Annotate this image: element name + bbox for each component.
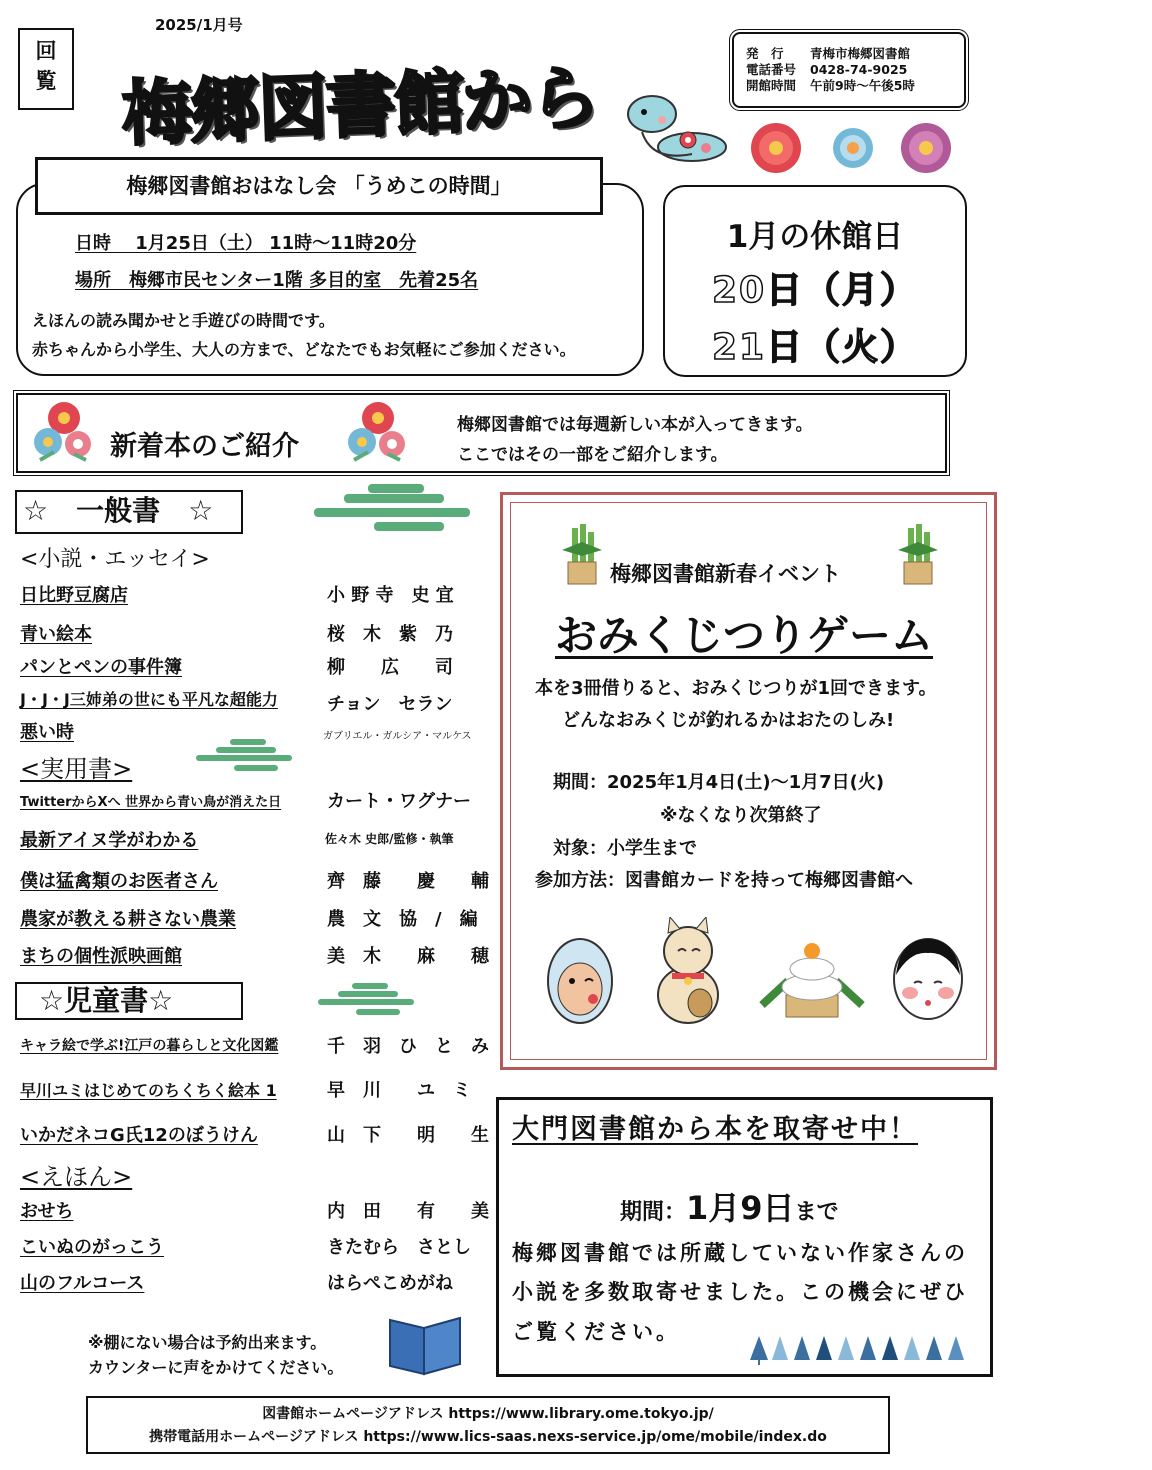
storytime-place: 場所 梅郷市民センター1階 多目的室 先着25名 bbox=[75, 270, 479, 291]
new-books-title: 新着本のご紹介 bbox=[110, 431, 299, 462]
closed-day-1: 20日（月） bbox=[711, 270, 919, 311]
event-subtitle: 梅郷図書館新春イベント bbox=[610, 562, 841, 586]
book-title: 山のフルコース bbox=[20, 1273, 145, 1294]
flower-bouquet-icon bbox=[344, 400, 410, 464]
hyottoko-mask-icon bbox=[545, 935, 615, 1027]
book-title: おせち bbox=[20, 1201, 74, 1222]
practical-heading: <実用書> bbox=[20, 755, 133, 783]
cloud-decoration bbox=[318, 982, 414, 1018]
book-author: 内 田 有 美 bbox=[327, 1201, 489, 1222]
book-author: 美 木 麻 穂 bbox=[327, 946, 489, 967]
general-books-heading: ☆ 一般書 ☆ bbox=[15, 490, 243, 534]
event-period: 期間：2025年1月4日(土)～1月7日(火) bbox=[553, 772, 885, 793]
book-author: はらぺこめがね bbox=[327, 1273, 453, 1294]
book-title: 最新アイヌ学がわかる bbox=[20, 830, 199, 851]
book-author: 千 羽 ひ と み bbox=[327, 1036, 489, 1057]
tree-row-decoration bbox=[748, 1334, 978, 1366]
kagami-mochi-icon bbox=[758, 935, 866, 1019]
footer-box bbox=[86, 1396, 890, 1454]
reservation-note-2: カウンターに声をかけてください。 bbox=[88, 1358, 344, 1377]
book-title: 日比野豆腐店 bbox=[20, 585, 128, 606]
book-title: パンとペンの事件簿 bbox=[20, 657, 182, 678]
novel-heading: <小説・エッセイ> bbox=[20, 547, 210, 572]
book-title: 農家が教える耕さない農業 bbox=[20, 909, 236, 930]
maneki-neko-icon bbox=[650, 917, 726, 1025]
book-title: J・J・J三姉弟の世にも平凡な超能力 bbox=[20, 690, 278, 709]
book-author: 農 文 協 / 編 bbox=[327, 909, 478, 930]
book-title: いかだネコG氏12のぼうけん bbox=[20, 1125, 258, 1146]
children-books-heading: ☆児童書☆ bbox=[15, 982, 243, 1020]
homepage-address: 図書館ホームページアドレス https://www.library.ome.tokyo.jp/ bbox=[262, 1406, 714, 1422]
newsletter-title: 梅郷図書館から bbox=[120, 56, 600, 156]
book-title: 早川ユミはじめてのちくちく絵本 1 bbox=[20, 1081, 277, 1100]
book-title: 僕は猛禽類のお医者さん bbox=[20, 871, 218, 892]
event-title: おみくじつりゲーム bbox=[555, 611, 934, 660]
book-author: 山 下 明 生 bbox=[327, 1125, 489, 1146]
book-icon bbox=[384, 1310, 466, 1378]
request-period: 期間：1月9日まで bbox=[620, 1189, 839, 1227]
request-desc-3: ご覧ください。 bbox=[512, 1320, 680, 1344]
book-author: 早 川 ユ ミ bbox=[327, 1080, 471, 1101]
new-books-desc-2: ここではその一部をご紹介します。 bbox=[457, 445, 728, 465]
flower-bouquet-icon bbox=[30, 400, 96, 464]
book-title: こいぬのがっこう bbox=[20, 1237, 164, 1258]
request-title: 大門図書館から本を取寄せ中！ bbox=[512, 1114, 918, 1145]
cloud-decoration bbox=[196, 738, 292, 774]
event-period-note: ※なくなり次第終了 bbox=[660, 805, 822, 826]
kadomatsu-icon bbox=[562, 524, 602, 586]
storytime-title: 梅郷図書館おはなし会 「うめこの時間」 bbox=[35, 157, 603, 215]
book-author: きたむら さとし bbox=[327, 1237, 471, 1258]
new-books-desc-1: 梅郷図書館では毎週新しい本が入ってきます。 bbox=[457, 415, 813, 435]
book-author: 桜 木 紫 乃 bbox=[327, 624, 453, 645]
request-desc-2: 小説を多数取寄せました。この機会にぜひ bbox=[512, 1280, 968, 1304]
okame-mask-icon bbox=[890, 935, 966, 1021]
book-title: まちの個性派映画館 bbox=[20, 946, 182, 967]
event-desc-2: どんなおみくじが釣れるかはおたのしみ! bbox=[562, 710, 895, 731]
book-author: 小 野 寺 史 宜 bbox=[327, 585, 454, 606]
issue-label: 2025/1月号 bbox=[155, 16, 243, 34]
reservation-note-1: ※棚にない場合は予約出来ます。 bbox=[88, 1333, 327, 1352]
book-title: TwitterからXへ 世界から青い鳥が消えた日 bbox=[20, 795, 282, 810]
book-author: 佐々木 史郎/監修・執筆 bbox=[325, 832, 454, 846]
closed-days-title: 1月の休館日 bbox=[726, 219, 904, 255]
picture-book-heading: <えほん> bbox=[20, 1163, 133, 1191]
event-how: 参加方法：図書館カードを持って梅郷図書館へ bbox=[535, 870, 913, 891]
storytime-date: 日時 1月25日（土） 11時～11時20分 bbox=[75, 233, 417, 254]
event-target: 対象：小学生まで bbox=[553, 838, 697, 859]
storytime-desc-2: 赤ちゃんから小学生、大人の方まで、どなたでもお気軽にご参加ください。 bbox=[32, 340, 576, 359]
book-title: 悪い時 bbox=[20, 722, 74, 743]
cloud-decoration bbox=[314, 482, 470, 540]
book-author: チョン セラン bbox=[327, 694, 453, 715]
book-author: ガブリエル・ガルシア・マルケス bbox=[323, 731, 472, 742]
book-author: カート・ワグナー bbox=[327, 791, 471, 812]
book-author: 柳 広 司 bbox=[327, 657, 453, 678]
closed-days-box bbox=[663, 185, 967, 377]
closed-day-2: 21日（火） bbox=[711, 327, 919, 368]
snake-illustration bbox=[622, 92, 728, 168]
request-desc-1: 梅郷図書館では所蔵していない作家さんの bbox=[512, 1241, 968, 1265]
circulation-mark: 回 覧 bbox=[18, 28, 74, 110]
book-title: 青い絵本 bbox=[20, 624, 92, 645]
book-title: キャラ絵で学ぶ!江戸の暮らしと文化図鑑 bbox=[20, 1038, 279, 1054]
mobile-homepage-address: 携帯電話用ホームページアドレス https://www.lics-saas.nexs-service.jp/ome/mobile/index.do bbox=[149, 1429, 827, 1445]
flower-decorations bbox=[748, 122, 958, 174]
library-info-box: 発 行 青梅市梅郷図書館 電話番号 0428-74-9025 開館時間 午前9時～午後5時 bbox=[732, 32, 966, 108]
book-author: 齊 藤 慶 輔 bbox=[327, 871, 489, 892]
storytime-desc-1: えほんの読み聞かせと手遊びの時間です。 bbox=[32, 311, 335, 330]
event-desc-1: 本を3冊借りると、おみくじつりが1回できます。 bbox=[535, 678, 937, 699]
kadomatsu-icon bbox=[898, 524, 938, 586]
